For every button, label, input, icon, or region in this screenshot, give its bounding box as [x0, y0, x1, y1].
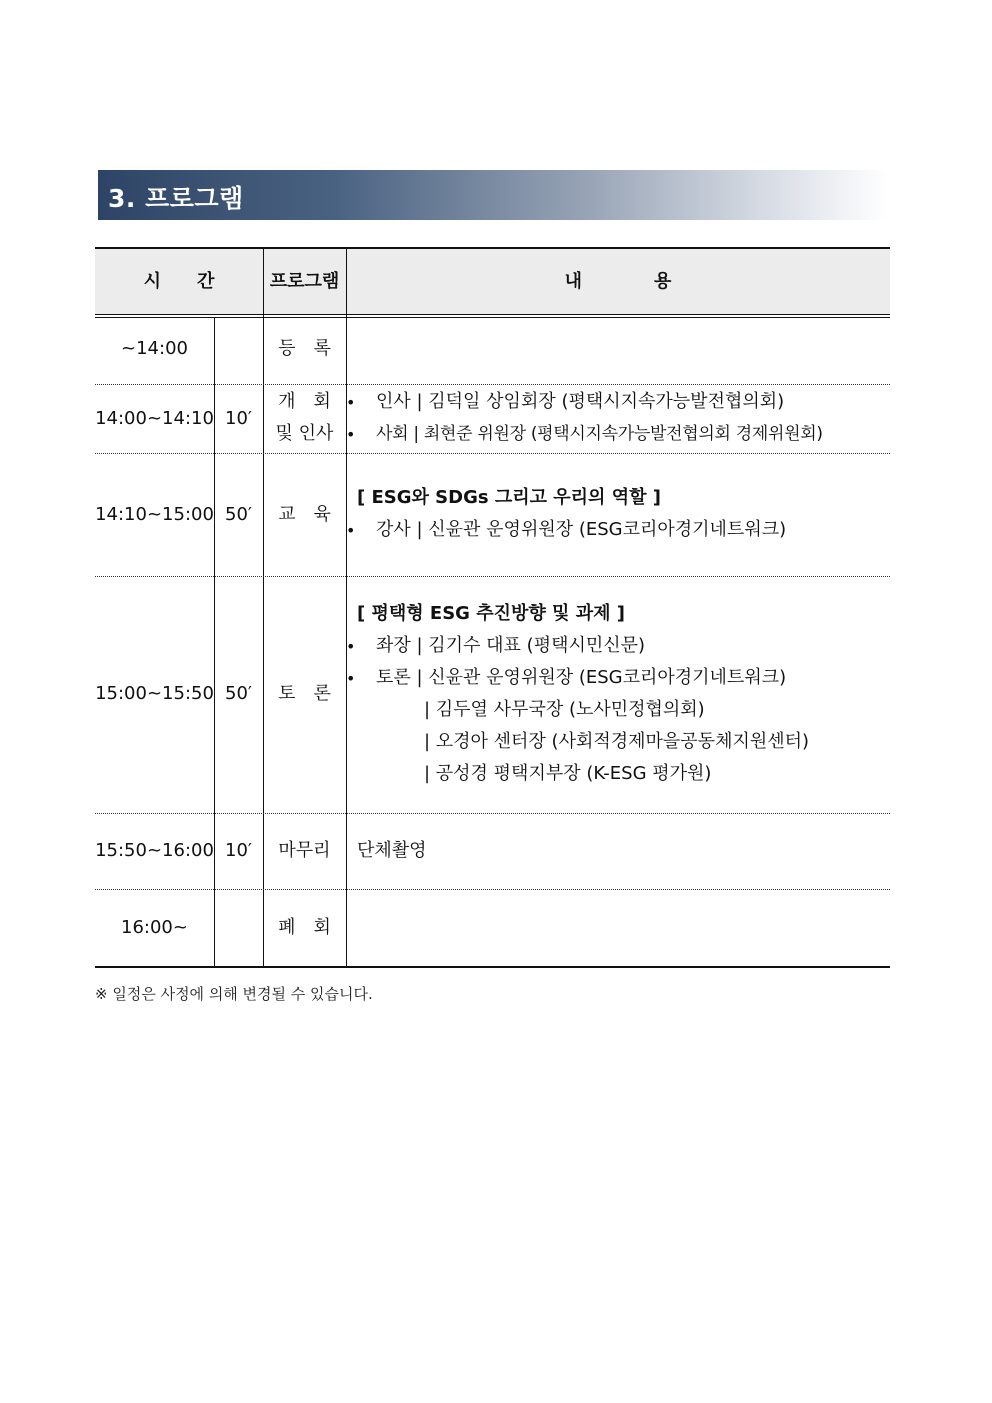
row3-line1: 강사 | 신윤관 운영위원장 (ESG코리아경기네트워크)	[376, 519, 787, 540]
bullet-icon: •	[346, 669, 356, 688]
row6-program: 폐 회	[278, 917, 331, 938]
row2-duration: 10′	[225, 408, 252, 429]
row1-time: ~14:00	[121, 338, 188, 359]
table-bottom-border	[95, 966, 890, 968]
bullet-icon: •	[346, 425, 356, 444]
bullet-icon: •	[346, 393, 356, 412]
row5-time: 15:50~16:00	[95, 840, 214, 861]
row2-program-line2: 및 인사	[275, 423, 334, 444]
row5-line1: 단체촬영	[357, 840, 427, 861]
row4-line3: | 김두열 사무국장 (노사민정협의회)	[424, 699, 705, 720]
header-time: 시 간	[143, 271, 215, 292]
row3-program: 교 육	[278, 504, 331, 525]
schedule-note: ※ 일정은 사정에 의해 변경될 수 있습니다.	[95, 985, 373, 1003]
section-title: 3. 프로그램	[108, 184, 244, 213]
header-content: 내 용	[564, 271, 672, 292]
row-separator	[95, 453, 890, 454]
row4-program: 토 론	[278, 683, 331, 704]
row3-time: 14:10~15:00	[95, 504, 214, 525]
header-divider	[95, 314, 890, 315]
row6-time: 16:00~	[121, 917, 188, 938]
bullet-icon: •	[346, 521, 356, 540]
row5-program: 마무리	[278, 840, 331, 861]
row2-line1: 인사 | 김덕일 상임회장 (평택시지속가능발전협의회)	[376, 391, 785, 412]
row2-line2: 사회 | 최현준 위원장 (평택시지속가능발전협의회 경제위원회)	[376, 424, 823, 444]
header-program: 프로그램	[269, 271, 340, 292]
row-separator	[95, 889, 890, 890]
row-separator	[95, 576, 890, 577]
bullet-icon: •	[346, 637, 356, 656]
row2-program-line1: 개 회	[278, 391, 331, 412]
row4-line1: 좌장 | 김기수 대표 (평택시민신문)	[376, 635, 646, 656]
row4-line5: | 공성경 평택지부장 (K-ESG 평가원)	[424, 763, 712, 784]
section-header-bar	[98, 170, 888, 220]
row4-line4: | 오경아 센터장 (사회적경제마을공동체지원센터)	[424, 731, 810, 752]
row-separator	[95, 384, 890, 385]
row4-heading: [ 평택형 ESG 추진방향 및 과제 ]	[357, 603, 625, 624]
row5-duration: 10′	[225, 840, 252, 861]
row3-duration: 50′	[225, 504, 252, 525]
row3-heading: [ ESG와 SDGs 그리고 우리의 역할 ]	[357, 487, 661, 508]
row4-line2: 토론 | 신윤관 운영위원장 (ESG코리아경기네트워크)	[376, 667, 787, 688]
col-divider-content	[346, 247, 347, 967]
row4-time: 15:00~15:50	[95, 683, 214, 704]
row2-time: 14:00~14:10	[95, 408, 214, 429]
row-separator	[95, 813, 890, 814]
row1-program: 등 록	[278, 338, 331, 359]
row4-duration: 50′	[225, 683, 252, 704]
